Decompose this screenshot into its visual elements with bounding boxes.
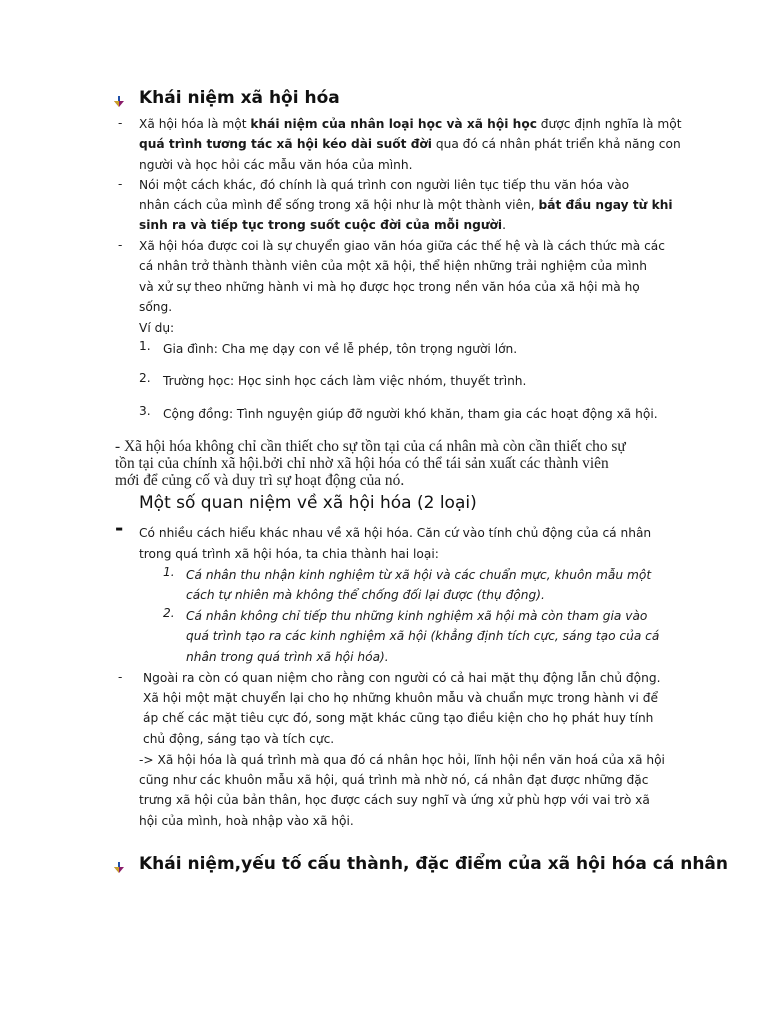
list-number: 2. [139, 371, 151, 385]
paragraph-line: nhân cách của mình để sống trong xã hội như là một thành viên, bắt đầu ngay từ khi [139, 198, 673, 212]
paragraph-line: -> Xã hội hóa là quá trình mà qua đó cá nhân học hỏi, lĩnh hội nền văn hoá của xã hội [139, 753, 665, 767]
paragraph-line: trưng xã hội của bản thân, học được cách suy nghĩ và ứng xử phù hợp với vai trò xã [139, 793, 650, 807]
paragraph-line: cũng như các khuôn mẫu xã hội, quá trình mà nhờ nó, cá nhân đạt được những đặc [139, 773, 649, 787]
dash-marker: - [115, 516, 124, 540]
paragraph-line: và xử sự theo những hành vi mà họ được học trong nền văn hóa của xã hội mà họ [139, 280, 640, 294]
paragraph-line: sống. [139, 300, 173, 314]
list-number: 3. [139, 404, 151, 418]
list-item: Gia đình: Cha mẹ dạy con về lễ phép, tôn trọng người lớn. [163, 342, 518, 356]
list-item: Cộng đồng: Tình nguyện giúp đỡ người khó khăn, tham gia các hoạt động xã hội. [163, 407, 658, 421]
note-line: - Xã hội hóa không chỉ cần thiết cho sự tồn tại của cá nhân mà còn cần thiết cho sự [115, 438, 626, 455]
paragraph-line: áp chế các mặt tiêu cực đó, song mặt khác cũng tạo điều kiện cho họ phát huy tính [143, 711, 654, 725]
list-number: 1. [163, 565, 175, 579]
dash-marker: - [118, 177, 123, 191]
arrow-bullet-icon [113, 862, 125, 874]
list-item: Trường học: Học sinh học cách làm việc nhóm, thuyết trình. [163, 374, 527, 388]
paragraph-line: trong quá trình xã hội hóa, ta chia thành hai loại: [139, 547, 439, 561]
paragraph-line: Xã hội một mặt chuyển lại cho họ những khuôn mẫu và chuẩn mực trong hành vi để [143, 691, 658, 705]
arrow-bullet-icon [113, 96, 125, 108]
paragraph-line: Nói một cách khác, đó chính là quá trình con người liên tục tiếp thu văn hóa vào [139, 178, 630, 192]
note-line: tồn tại của chính xã hội.bởi chỉ nhờ xã hội hóa có thể tái sản xuất các thành viên [115, 455, 609, 472]
paragraph-line: Xã hội hóa là một khái niệm của nhân loại học và xã hội học được định nghĩa là một [139, 117, 682, 131]
dash-marker: - [118, 238, 123, 252]
list-item-line: nhân trong quá trình xã hội hóa). [186, 650, 389, 664]
section-heading: Một số quan niệm về xã hội hóa (2 loại) [139, 493, 477, 513]
list-item-line: quá trình tạo ra các kinh nghiệm xã hội (khẳng định tích cực, sáng tạo của cá [186, 629, 660, 643]
list-item-line: Cá nhân không chỉ tiếp thu những kinh nghiệm xã hội mà còn tham gia vào [186, 609, 648, 623]
list-item-line: cách tự nhiên mà không thể chống đối lại được (thụ động). [186, 588, 545, 602]
paragraph-line: Ngoài ra còn có quan niệm cho rằng con người có cả hai mặt thụ động lẫn chủ động. [143, 671, 661, 685]
paragraph-line: Xã hội hóa được coi là sự chuyển giao văn hóa giữa các thế hệ và là cách thức mà các [139, 239, 665, 253]
paragraph-line: quá trình tương tác xã hội kéo dài suốt đời qua đó cá nhân phát triển khả năng con [139, 137, 681, 151]
paragraph-line: chủ động, sáng tạo và tích cực. [143, 732, 335, 746]
section-heading: Khái niệm xã hội hóa [139, 88, 340, 108]
list-number: 2. [163, 606, 175, 620]
paragraph-line: hội của mình, hoà nhập vào xã hội. [139, 814, 354, 828]
paragraph-line: sinh ra và tiếp tục trong suốt cuộc đời của mỗi người. [139, 218, 506, 232]
dash-marker: - [118, 670, 123, 684]
example-label: Ví dụ: [139, 321, 175, 335]
section-heading: Khái niệm,yếu tố cấu thành, đặc điểm của xã hội hóa cá nhân [139, 854, 728, 874]
list-number: 1. [139, 339, 151, 353]
paragraph-line: người và học hỏi các mẫu văn hóa của mình. [139, 158, 413, 172]
dash-marker: - [118, 116, 123, 130]
paragraph-line: Có nhiều cách hiểu khác nhau về xã hội hóa. Căn cứ vào tính chủ động của cá nhân [139, 526, 652, 540]
note-line: mới để củng cố và duy trì sự hoạt động của nó. [115, 472, 405, 489]
paragraph-line: cá nhân trở thành thành viên của một xã hội, thể hiện những trải nghiệm của mình [139, 259, 647, 273]
list-item-line: Cá nhân thu nhận kinh nghiệm từ xã hội và các chuẩn mực, khuôn mẫu một [186, 568, 652, 582]
